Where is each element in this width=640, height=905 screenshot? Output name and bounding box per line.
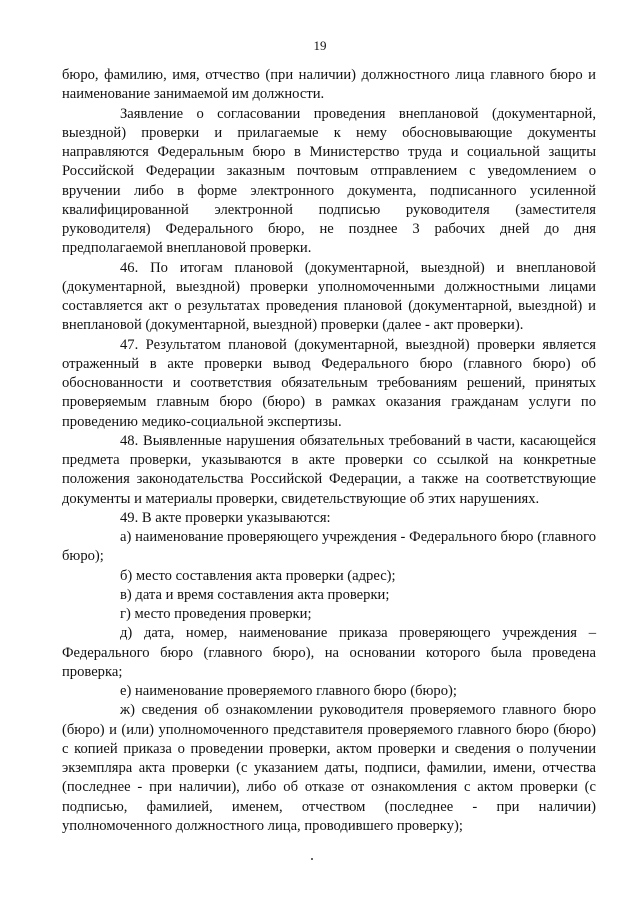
paragraph-47: 47. Результатом плановой (документарной, выездной) проверки является отраженный в акте проверки вывод Федерального бюро (главного бюро) об обоснованности и соответствия обязательным требованиям решений, принятых проверяемым главным бюро (бюро) в рамках оказания гражданам услуги по проведению медико-социальной экспертизы. [62, 336, 596, 430]
list-item-e: е) наименование проверяемого главного бюро (бюро); [120, 683, 457, 699]
document-body [62, 66, 596, 836]
list-item-zh: ж) сведения об ознакомлении руководителя проверяемого главного бюро (бюро) и (или) уполномоченного представителя проверяемого главного бюро (бюро) с копией приказа о проведении проверки, актом проверки и сведения о получении экземпляра акта проверки (с указанием даты, подписи, фамилии, имени, отчества (последнее - при наличии), либо об отказе от ознакомления с актом проверки (с подписью, фамилией, именем, отчеством (последнее - при наличии) уполномоченного должностного лица, проводившего проверку); [62, 702, 596, 834]
scan-speck [311, 858, 313, 860]
list-item-a: а) наименование проверяющего учреждения - Федерального бюро (главного бюро); [62, 529, 596, 565]
list-item-v: в) дата и время составления акта проверки; [120, 586, 390, 603]
list-item-b: б) место составления акта проверки (адрес); [120, 567, 396, 584]
list-item-g: г) место проведения проверки; [120, 606, 312, 622]
paragraph-49: 49. В акте проверки указываются: [120, 509, 331, 526]
list-item-d: д) дата, номер, наименование приказа проверяющего учреждения – Федерального бюро (главного бюро), на основании которого была проведена проверка; [62, 625, 596, 680]
paragraph-application-approval: Заявление о согласовании проведения внеплановой (документарной, выездной) проверки и прилагаемые к нему обосновывающие документы направляются Федеральным бюро в Министерство труда и социальной защиты Российской Федерации заказным почтовым отправлением с уведомлением о вручении либо в форме электронного документа, подписанного усиленной квалифицированной электронной подписью руководителя (заместителя руководителя) Федерального бюро, не позднее 3 рабочих дней до дня предполагаемой внеплановой проверки. [62, 105, 596, 257]
paragraph-48: 48. Выявленные нарушения обязательных требований в части, касающейся предмета проверки, указываются в акте проверки со ссылкой на конкретные положения законодательства Российской Федерации, а также на соответствующие документы и материалы проверки, свидетельствующие об этих нарушениях. [62, 432, 596, 507]
paragraph-46: 46. По итогам плановой (документарной, выездной) и внеплановой (документарной, выездной) проверки уполномоченными должностными лицами составляется акт о результатах проведения плановой (документарной, выездной) и внеплановой (документарной, выездной) проверки (далее - акт проверки). [62, 259, 596, 334]
paragraph-continuation: бюро, фамилию, имя, отчество (при наличии) должностного лица главного бюро и наименование занимаемой им должности. [62, 67, 596, 103]
page-number: 19 [313, 38, 327, 53]
